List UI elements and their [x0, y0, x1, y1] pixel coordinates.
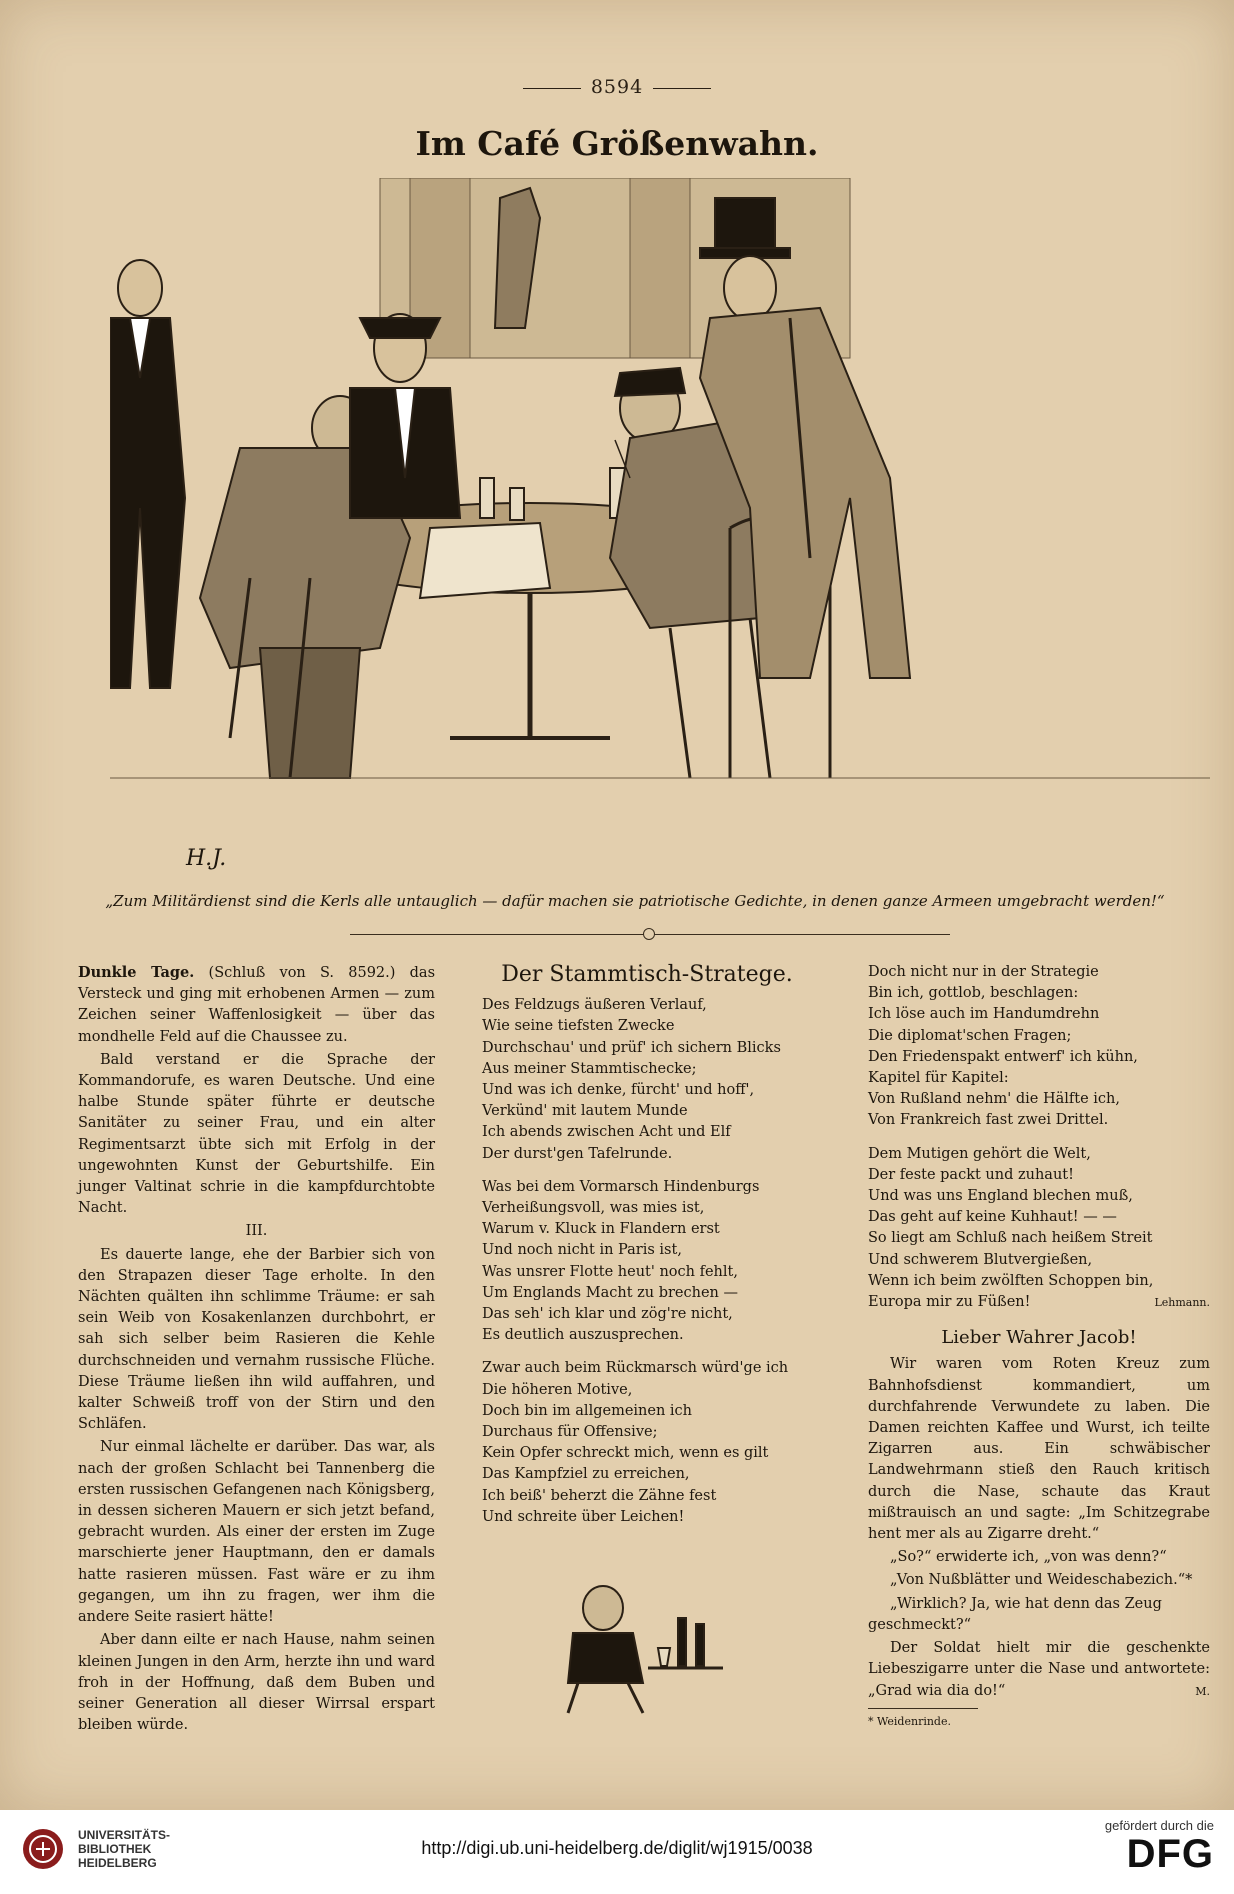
poem-line: Doch bin im allgemeinen ich — [482, 1402, 693, 1419]
poem-line: Die höheren Motive, — [482, 1381, 633, 1398]
viewer-footer — [0, 1810, 1234, 1894]
page-title: Im Café Größenwahn. — [415, 124, 819, 163]
poem-line: Und noch nicht in Paris ist, — [482, 1242, 682, 1259]
poem-line: Was bei dem Vormarsch Hindenburgs — [482, 1178, 760, 1195]
poem-stanza — [482, 1358, 812, 1528]
story-paragraph: Nur einmal lächelte er darüber. Das war, als nach der großen Schlacht bei Tannenberg die ersten russischen Gefangenen nach Königsberg, in dessen sicheren Mauern er sich jetzt befand, gebracht wurden. Als einer der ersten im Zuge marschierte jener Hauptmann, den er damals hatte rasieren müssen. Fast wäre er zu ihm gegangen, um ihn zu fragen, wer ihm die andere Seite rasiert hätte! — [78, 1439, 435, 1626]
poem-line: Das Kampfziel zu erreichen, — [482, 1466, 690, 1483]
permalink-url[interactable]: http://digi.ub.uni-heidelberg.de/diglit/wj1915/0038 — [421, 1838, 813, 1858]
poem-line: Verkünd' mit lautem Munde — [482, 1103, 688, 1120]
poem-line: Ich abends zwischen Acht und Elf — [482, 1124, 731, 1141]
poem-line: Kein Opfer schreckt mich, wenn es gilt — [482, 1445, 769, 1462]
library-name-line: UNIVERSITÄTS- — [78, 1828, 171, 1842]
story-lead — [78, 962, 435, 1048]
poem-line: Um Englands Macht zu brechen — — [482, 1284, 738, 1301]
poem-stanza — [868, 962, 1210, 1132]
poem-line: Das seh' ich klar und zög're nicht, — [482, 1306, 733, 1323]
divider-ornament — [643, 928, 655, 940]
poem-line: Warum v. Kluck in Flandern erst — [482, 1221, 720, 1238]
poem-line: Von Frankreich fast zwei Drittel. — [868, 1112, 1109, 1129]
poem-line: Die diplomat'schen Fragen; — [868, 1027, 1072, 1044]
poem-line: Und schreite über Leichen! — [482, 1508, 685, 1525]
poem-stanza — [482, 995, 812, 1165]
poem-line: Den Friedenspakt entwerf' ich kühn, — [868, 1048, 1138, 1065]
story-paragraph: Aber dann eilte er nach Hause, nahm seinen kleinen Jungen in den Arm, herzte ihn und ward froh in der Hoffnung, daß dem Buben und seiner Generation all dieser Wirrsal erspart bleiben würde. — [78, 1632, 435, 1734]
poem-line: Kapitel für Kapitel: — [868, 1070, 1009, 1087]
jacob-signature: M. — [1195, 1684, 1210, 1698]
story-paragraph: Bald verstand er die Sprache der Kommandorufe, es waren Deutsche. Und eine halbe Stunde später führte er deutsche Sanitäter zu seiner Frau, und ein alter Regimentsarzt übte sich mit Erfolg in der ungewohnten Kunst der Geburtshilfe. Ein junger Valtinat schrie in die kampfdurchtobte Nacht. — [78, 1051, 435, 1217]
poem-line: Ich beiß' beherzt die Zähne fest — [482, 1487, 717, 1504]
poem-line: Dem Mutigen gehört die Welt, — [868, 1145, 1091, 1162]
poem-line-text: Europa mir zu Füßen! — [868, 1294, 1031, 1311]
jacob-paragraph — [868, 1638, 1210, 1702]
artist-signature: H.J. — [186, 846, 227, 871]
illustration-caption: „Zum Militärdienst sind die Kerls alle untauglich — dafür machen sie patriotische Gedichte, in denen ganze Armeen umgebracht werden!“ — [105, 892, 1165, 910]
funded-by-label: gefördert durch die — [1104, 1818, 1214, 1833]
poem-line: Das geht auf keine Kuhhaut! — — — [868, 1209, 1117, 1226]
middle-column-poem — [482, 962, 812, 1540]
poem-line: Doch nicht nur in der Strategie — [868, 964, 1099, 980]
jacob-heading: Lieber Wahrer Jacob! — [941, 1327, 1137, 1349]
poem-line: Bin ich, gottlob, beschlagen: — [868, 985, 1079, 1002]
poem-line: Aus meiner Stammtischecke; — [482, 1060, 697, 1077]
cafe-scene-drawing — [110, 178, 1210, 884]
poem-line: Der feste packt und zuhaut! — [868, 1166, 1074, 1183]
jacob-paragraph-text: Der Soldat hielt mir die geschenkte Liebeszigarre unter die Nase und antwortete: „Grad wia dia do!“ — [868, 1640, 1210, 1699]
poem-author-signature: Lehmann. — [1154, 1296, 1210, 1310]
jacob-paragraph: „Wirklich? Ja, wie hat denn das Zeug geschmeckt?“ — [868, 1595, 1162, 1633]
right-column — [868, 962, 1210, 1732]
poem-line: So liegt am Schluß nach heißem Streit — [868, 1230, 1153, 1247]
jacob-paragraph: „So?“ erwiderte ich, „von was denn?“ — [890, 1549, 1167, 1566]
drinker-vignette — [548, 1578, 728, 1718]
poem-line: Verheißungsvoll, was mies ist, — [482, 1200, 705, 1217]
jacob-paragraph: „Von Nußblätter und Weideschabezich.“* — [890, 1572, 1193, 1589]
poem-line: Des Feldzugs äußeren Verlauf, — [482, 997, 707, 1014]
left-column-story — [78, 962, 435, 1738]
ornament-left — [523, 88, 581, 89]
poem-line: Und schwerem Blutvergießen, — [868, 1251, 1093, 1268]
page-number — [0, 76, 1234, 98]
poem-line: Der durst'gen Tafelrunde. — [482, 1145, 673, 1162]
story-paragraph: Es dauerte lange, ehe der Barbier sich von den Strapazen dieser Tage erholte. In den Nächten quälten ihn schlimme Träume: er sah sein Weib von Kosakenlanzen durchbohrt, er sah sich selber beim Rasieren die Kehle durchschneiden und vernahm russische Flüche. Diese Träume ließen ihn wild auffahren, und kalter Schweiß troff von der Stirn und den Schläfen. — [78, 1246, 435, 1433]
poem-line: Und was ich denke, fürcht' und hoff', — [482, 1082, 755, 1099]
waiter-figure — [110, 260, 185, 688]
poem-line: Wie seine tiefsten Zwecke — [482, 1018, 675, 1035]
story-title: Dunkle Tage. — [78, 964, 195, 981]
poem-line: Wenn ich beim zwölften Schoppen bin, — [868, 1272, 1154, 1289]
poem-line: Und was uns England blechen muß, — [868, 1188, 1133, 1205]
library-name-line: BIBLIOTHEK — [78, 1842, 152, 1856]
poem-line — [868, 1292, 1210, 1313]
library-name-line: HEIDELBERG — [78, 1856, 157, 1870]
dfg-logo[interactable] — [1105, 1818, 1214, 1875]
poem-line: Durchaus für Offensive; — [482, 1424, 658, 1441]
poem-title: Der Stammtisch-Stratege. — [501, 962, 793, 987]
poem-line: Zwar auch beim Rückmarsch würd'ge ich — [482, 1360, 789, 1377]
poem-line: Was unsrer Flotte heut' noch fehlt, — [482, 1263, 738, 1280]
poem-stanza — [482, 1177, 812, 1347]
poem-stanza — [868, 1144, 1210, 1314]
story-section-number: III. — [245, 1223, 268, 1240]
dfg-wordmark: DFG — [1126, 1832, 1214, 1876]
ornament-right — [653, 88, 711, 89]
poem-line: Von Rußland nehm' die Hälfte ich, — [868, 1091, 1121, 1108]
footnote: * Weidenrinde. — [868, 1708, 978, 1732]
poem-line: Durchschau' und prüf' ich sichern Blicks — [482, 1039, 781, 1056]
drinker-vignette-drawing — [548, 1578, 728, 1718]
story-lead-text: (Schluß von S. 8592.) das Versteck und ging mit erhobenen Armen — zum Zeichen seiner Waffenlosigkeit — über das mondhelle Feld auf die Chaussee zu. — [78, 965, 436, 1045]
poem-line: Es deutlich auszusprechen. — [482, 1327, 684, 1344]
page-number-text: 8594 — [590, 76, 644, 98]
cafe-illustration — [110, 178, 1210, 884]
poem-line: Ich löse auch im Handumdrehn — [868, 1006, 1100, 1023]
jacob-paragraph: Wir waren vom Roten Kreuz zum Bahnhofsdienst kommandiert, um durchfahrende Verwundete zu laben. Die Damen reichten Kaffee und Wurst, ich teilte Zigarren aus. Ein schwäbischer Landwehrmann stieß den Rauch kritisch durch die Nase, schaute das Kraut mißtrauisch an und sagte: „Im Schitzegrabe hent mer als au Zigarre dreht.“ — [868, 1356, 1210, 1543]
